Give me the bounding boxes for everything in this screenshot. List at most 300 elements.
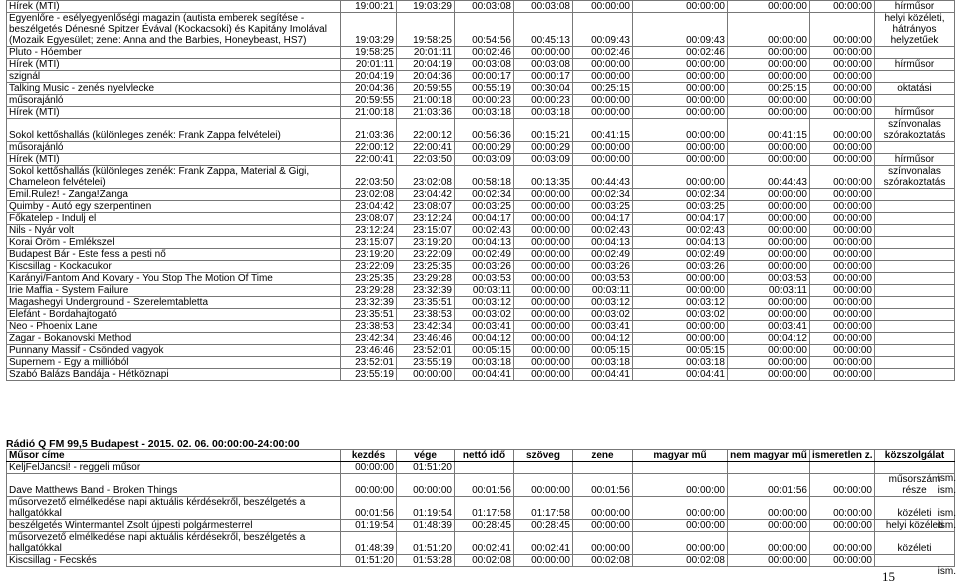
- time-cell: 00:00:00: [728, 237, 810, 249]
- time-cell: 00:00:00: [728, 59, 810, 71]
- time-cell: 00:00:00: [633, 142, 728, 154]
- program-title-cell: Kiscsillag - Kockacukor: [7, 261, 341, 273]
- time-cell: 23:02:08: [397, 166, 455, 189]
- program-title-cell: Elefánt - Bordahajtogató: [7, 309, 341, 321]
- time-cell: [633, 462, 728, 474]
- time-cell: 00:00:00: [810, 59, 875, 71]
- time-cell: 23:55:19: [341, 369, 397, 381]
- time-cell: 00:00:00: [810, 497, 875, 520]
- time-cell: 00:00:00: [728, 47, 810, 59]
- category-cell: [875, 273, 955, 285]
- time-cell: 23:19:20: [341, 249, 397, 261]
- time-cell: 00:00:00: [728, 309, 810, 321]
- time-cell: 00:00:00: [728, 107, 810, 119]
- time-cell: 00:03:09: [455, 154, 514, 166]
- category-cell: [875, 297, 955, 309]
- time-cell: 00:02:34: [455, 189, 514, 201]
- table-row: [7, 474, 955, 497]
- time-cell: 23:08:07: [397, 201, 455, 213]
- time-cell: 00:00:00: [810, 142, 875, 154]
- time-cell: 23:42:34: [397, 321, 455, 333]
- time-cell: 22:00:12: [341, 142, 397, 154]
- table-row: [7, 285, 955, 297]
- category-cell: közéleti ism.: [875, 497, 955, 520]
- program-title-cell: Pluto - Hóember: [7, 47, 341, 59]
- time-cell: [514, 462, 573, 474]
- program-title-cell: Dave Matthews Band - Broken Things: [7, 474, 341, 497]
- time-cell: 00:00:00: [728, 213, 810, 225]
- time-cell: [810, 462, 875, 474]
- table-row: [7, 462, 955, 474]
- time-cell: 00:28:45: [514, 520, 573, 532]
- time-cell: 00:02:46: [573, 47, 633, 59]
- time-cell: 00:00:00: [514, 261, 573, 273]
- time-cell: 00:00:00: [810, 261, 875, 273]
- time-cell: 00:00:00: [810, 225, 875, 237]
- time-cell: 00:25:15: [728, 83, 810, 95]
- time-cell: 00:00:23: [514, 95, 573, 107]
- time-cell: 00:00:00: [633, 83, 728, 95]
- table-row: [7, 154, 955, 166]
- time-cell: 00:00:00: [810, 237, 875, 249]
- time-cell: 00:00:00: [810, 189, 875, 201]
- time-cell: 00:03:41: [573, 321, 633, 333]
- column-header: közszolgálat: [875, 450, 955, 462]
- time-cell: 00:00:00: [810, 1, 875, 13]
- time-cell: 23:38:53: [341, 321, 397, 333]
- time-cell: 00:00:00: [633, 1, 728, 13]
- column-header: nem magyar mű: [728, 450, 810, 462]
- time-cell: 23:52:01: [341, 357, 397, 369]
- time-cell: 00:00:00: [514, 333, 573, 345]
- time-cell: 00:03:26: [633, 261, 728, 273]
- category-cell: helyi közéleti, hátrányos helyzetűek: [875, 13, 955, 47]
- time-cell: 23:52:01: [397, 345, 455, 357]
- time-cell: 00:00:00: [810, 83, 875, 95]
- table-header-row: [7, 450, 955, 462]
- program-title-cell: Egyenlőre - esélyegyenlőségi magazin (autista emberek segítése - beszélgetés Dénesné Spitzer Évával (Kockacsoki) és Kapitány Imolával (Mozaik Egyesület; zene: Anna and the Barbies, Honeybeast, HS7): [7, 13, 341, 47]
- time-cell: 23:42:34: [341, 333, 397, 345]
- time-cell: 00:28:45: [455, 520, 514, 532]
- time-cell: 00:05:15: [455, 345, 514, 357]
- time-cell: 00:00:00: [728, 555, 810, 567]
- time-cell: 21:00:18: [341, 107, 397, 119]
- table-row: [7, 166, 955, 189]
- time-cell: 23:12:24: [341, 225, 397, 237]
- time-cell: 00:00:00: [633, 59, 728, 71]
- repeat-marker: ism.: [937, 508, 956, 519]
- time-cell: 00:00:00: [728, 201, 810, 213]
- time-cell: 00:00:00: [573, 154, 633, 166]
- time-cell: 00:44:43: [573, 166, 633, 189]
- time-cell: 23:22:09: [397, 249, 455, 261]
- time-cell: 00:00:00: [728, 532, 810, 555]
- table-row: [7, 333, 955, 345]
- program-title-cell: szignál: [7, 71, 341, 83]
- program-title-cell: Hírek (MTI): [7, 154, 341, 166]
- time-cell: 00:09:43: [633, 13, 728, 47]
- category-cell: [875, 321, 955, 333]
- time-cell: 00:00:00: [810, 333, 875, 345]
- time-cell: 00:00:00: [573, 520, 633, 532]
- table-row: [7, 142, 955, 154]
- time-cell: 00:00:00: [514, 201, 573, 213]
- category-cell: [875, 225, 955, 237]
- time-cell: 00:00:00: [633, 321, 728, 333]
- program-title-cell: Zagar - Bokanovski Method: [7, 333, 341, 345]
- time-cell: 00:00:00: [810, 201, 875, 213]
- table-row: [7, 555, 955, 567]
- time-cell: 00:03:09: [514, 154, 573, 166]
- time-cell: 00:00:00: [810, 213, 875, 225]
- time-cell: 00:00:00: [573, 532, 633, 555]
- time-cell: 00:00:00: [633, 166, 728, 189]
- time-cell: 00:00:00: [810, 555, 875, 567]
- table-row: [7, 273, 955, 285]
- time-cell: [573, 462, 633, 474]
- time-cell: 00:00:00: [514, 555, 573, 567]
- time-cell: 00:03:02: [633, 309, 728, 321]
- table-row: [7, 369, 955, 381]
- time-cell: 00:03:26: [455, 261, 514, 273]
- time-cell: 00:00:00: [633, 71, 728, 83]
- time-cell: 20:01:11: [341, 59, 397, 71]
- time-cell: [455, 462, 514, 474]
- table-row: [7, 309, 955, 321]
- time-cell: 00:02:43: [455, 225, 514, 237]
- time-cell: 00:04:12: [455, 333, 514, 345]
- time-cell: 00:02:49: [455, 249, 514, 261]
- time-cell: 00:00:00: [514, 237, 573, 249]
- table-row: [7, 237, 955, 249]
- time-cell: 00:00:00: [514, 345, 573, 357]
- time-cell: 00:00:00: [514, 357, 573, 369]
- time-cell: 00:03:02: [573, 309, 633, 321]
- program-title-cell: KeljFelJancsi! - reggeli műsor: [7, 462, 341, 474]
- time-cell: 00:00:00: [633, 119, 728, 142]
- program-title-cell: Szabó Balázs Bandája - Hétköznapi: [7, 369, 341, 381]
- time-cell: 00:03:26: [573, 261, 633, 273]
- time-cell: 00:00:00: [633, 95, 728, 107]
- time-cell: 00:00:00: [573, 107, 633, 119]
- column-header: zene: [573, 450, 633, 462]
- time-cell: 00:30:04: [514, 83, 573, 95]
- column-header: kezdés: [341, 450, 397, 462]
- program-title-cell: Emil.Rulez! - Zanga!Zanga: [7, 189, 341, 201]
- column-header: nettó idő: [455, 450, 514, 462]
- time-cell: 00:02:41: [514, 532, 573, 555]
- time-cell: 01:19:54: [341, 520, 397, 532]
- table-row: [7, 119, 955, 142]
- time-cell: 00:00:00: [633, 273, 728, 285]
- table-row: [7, 520, 955, 532]
- time-cell: 00:00:00: [397, 474, 455, 497]
- time-cell: 00:04:13: [573, 237, 633, 249]
- page-number: 15: [882, 569, 895, 584]
- time-cell: 00:00:29: [514, 142, 573, 154]
- category-cell: oktatási: [875, 83, 955, 95]
- time-cell: 00:00:00: [573, 1, 633, 13]
- program-title-cell: Talking Music - zenés nyelvlecke: [7, 83, 341, 95]
- time-cell: [728, 462, 810, 474]
- program-title-cell: műsorvezető elmélkedése napi aktuális kérdésekről, beszélgetés a hallgatókkal: [7, 497, 341, 520]
- column-header: szöveg: [514, 450, 573, 462]
- time-cell: 00:00:00: [397, 369, 455, 381]
- time-cell: 00:03:18: [573, 357, 633, 369]
- time-cell: 00:00:00: [810, 345, 875, 357]
- time-cell: 23:15:07: [341, 237, 397, 249]
- program-title-cell: Neo - Phoenix Lane: [7, 321, 341, 333]
- time-cell: 00:00:23: [455, 95, 514, 107]
- time-cell: 00:03:25: [573, 201, 633, 213]
- time-cell: 01:53:28: [397, 555, 455, 567]
- category-cell: színvonalas szórakoztatás: [875, 166, 955, 189]
- table-row: [7, 357, 955, 369]
- time-cell: 00:56:36: [455, 119, 514, 142]
- time-cell: 00:03:12: [633, 297, 728, 309]
- time-cell: 00:04:41: [633, 369, 728, 381]
- time-cell: 00:00:00: [633, 285, 728, 297]
- time-cell: 00:00:00: [810, 321, 875, 333]
- program-title-cell: Korai Öröm - Emlékszel: [7, 237, 341, 249]
- time-cell: 00:00:00: [514, 225, 573, 237]
- time-cell: 00:00:00: [573, 59, 633, 71]
- time-cell: 00:00:00: [728, 369, 810, 381]
- program-title-cell: Hírek (MTI): [7, 1, 341, 13]
- time-cell: 00:05:15: [633, 345, 728, 357]
- time-cell: 00:01:56: [728, 474, 810, 497]
- time-cell: 00:05:15: [573, 345, 633, 357]
- category-cell: [875, 237, 955, 249]
- time-cell: 00:00:00: [810, 309, 875, 321]
- table-row: [7, 189, 955, 201]
- time-cell: 19:58:25: [397, 13, 455, 47]
- time-cell: 00:03:25: [633, 201, 728, 213]
- time-cell: 23:25:35: [341, 273, 397, 285]
- time-cell: 00:45:13: [514, 13, 573, 47]
- program-title-cell: műsorajánló: [7, 142, 341, 154]
- program-title-cell: Kiscsillag - Fecskés: [7, 555, 341, 567]
- program-title-cell: Budapest Bár - Este fess a pesti nő: [7, 249, 341, 261]
- table-row: [7, 213, 955, 225]
- time-cell: 00:04:12: [573, 333, 633, 345]
- time-cell: 00:00:00: [728, 225, 810, 237]
- time-cell: 00:00:00: [728, 154, 810, 166]
- time-cell: 00:00:00: [810, 71, 875, 83]
- time-cell: 00:03:53: [455, 273, 514, 285]
- category-cell: helyi közéleti ism.: [875, 520, 955, 532]
- time-cell: 00:00:00: [810, 95, 875, 107]
- category-cell: [875, 333, 955, 345]
- time-cell: 21:03:36: [397, 107, 455, 119]
- time-cell: 01:48:39: [397, 520, 455, 532]
- time-cell: 00:00:00: [810, 13, 875, 47]
- time-cell: 23:04:42: [397, 189, 455, 201]
- time-cell: 22:03:50: [341, 166, 397, 189]
- time-cell: 00:00:00: [728, 95, 810, 107]
- time-cell: 00:03:12: [455, 297, 514, 309]
- time-cell: 00:04:12: [728, 333, 810, 345]
- time-cell: 23:15:07: [397, 225, 455, 237]
- time-cell: 00:44:43: [728, 166, 810, 189]
- time-cell: 00:00:00: [514, 474, 573, 497]
- time-cell: 22:00:41: [397, 142, 455, 154]
- time-cell: 00:03:18: [633, 357, 728, 369]
- time-cell: 20:04:36: [341, 83, 397, 95]
- broadcast-log-table: [6, 0, 955, 381]
- program-title-cell: Sokol kettőshallás (különleges zenék: Frank Zappa felvételei): [7, 119, 341, 142]
- time-cell: 00:00:00: [728, 357, 810, 369]
- time-cell: 00:02:43: [573, 225, 633, 237]
- category-cell: [875, 142, 955, 154]
- program-title-cell: Sokol kettőshallás (különleges zenék: Frank Zappa, Material & Gigi, Chameleon felvételei): [7, 166, 341, 189]
- table-row: [7, 201, 955, 213]
- time-cell: 00:03:18: [455, 357, 514, 369]
- time-cell: 23:35:51: [397, 297, 455, 309]
- program-title-cell: Irie Maffia - System Failure: [7, 285, 341, 297]
- time-cell: 00:00:00: [810, 532, 875, 555]
- time-cell: 21:00:18: [397, 95, 455, 107]
- category-cell: [875, 285, 955, 297]
- program-title-cell: Nils - Nyár volt: [7, 225, 341, 237]
- category-cell: [875, 71, 955, 83]
- time-cell: 23:46:46: [397, 333, 455, 345]
- time-cell: 00:41:15: [573, 119, 633, 142]
- time-cell: 00:00:00: [728, 261, 810, 273]
- time-cell: 00:00:00: [728, 497, 810, 520]
- time-cell: 00:02:08: [633, 555, 728, 567]
- time-cell: 21:03:36: [341, 119, 397, 142]
- time-cell: 00:00:00: [810, 369, 875, 381]
- time-cell: 00:00:00: [810, 119, 875, 142]
- program-title-cell: Hírek (MTI): [7, 107, 341, 119]
- table-row: [7, 345, 955, 357]
- time-cell: 00:04:17: [633, 213, 728, 225]
- time-cell: 00:00:00: [810, 166, 875, 189]
- table-row: [7, 107, 955, 119]
- time-cell: 00:13:35: [514, 166, 573, 189]
- time-cell: 00:01:56: [455, 474, 514, 497]
- category-cell: műsorszám része ism.: [875, 474, 955, 497]
- time-cell: 00:00:00: [514, 309, 573, 321]
- time-cell: 19:00:21: [341, 1, 397, 13]
- repeat-marker: ism.: [937, 566, 956, 577]
- time-cell: 00:00:00: [514, 47, 573, 59]
- category-cell: hírműsor: [875, 1, 955, 13]
- time-cell: 20:59:55: [397, 83, 455, 95]
- time-cell: 00:03:18: [455, 107, 514, 119]
- time-cell: 00:00:00: [728, 142, 810, 154]
- time-cell: 00:00:00: [810, 154, 875, 166]
- repeat-marker: ism.: [937, 485, 956, 496]
- program-title-cell: Karányi/Fantom And Kovary - You Stop The Motion Of Time: [7, 273, 341, 285]
- time-cell: 19:58:25: [341, 47, 397, 59]
- category-cell: színvonalas szórakoztatás: [875, 119, 955, 142]
- time-cell: 00:02:34: [573, 189, 633, 201]
- table-row: [7, 59, 955, 71]
- time-cell: 00:00:00: [633, 532, 728, 555]
- program-title-cell: Magashegyi Underground - Szerelemtabletta: [7, 297, 341, 309]
- time-cell: 23:02:08: [341, 189, 397, 201]
- time-cell: 00:00:00: [810, 520, 875, 532]
- time-cell: 22:00:12: [397, 119, 455, 142]
- time-cell: 00:03:08: [455, 1, 514, 13]
- time-cell: 23:38:53: [397, 309, 455, 321]
- time-cell: 00:01:56: [341, 497, 397, 520]
- time-cell: 00:00:00: [728, 297, 810, 309]
- time-cell: 00:03:12: [573, 297, 633, 309]
- time-cell: 00:00:00: [514, 249, 573, 261]
- time-cell: 00:00:00: [514, 285, 573, 297]
- time-cell: 01:17:58: [514, 497, 573, 520]
- time-cell: 00:03:25: [455, 201, 514, 213]
- time-cell: 00:00:00: [728, 1, 810, 13]
- time-cell: 00:04:17: [455, 213, 514, 225]
- table-row: [7, 13, 955, 47]
- repeat-marker: ism.: [937, 473, 956, 484]
- time-cell: 19:03:29: [341, 13, 397, 47]
- time-cell: 23:08:07: [341, 213, 397, 225]
- time-cell: 00:04:13: [455, 237, 514, 249]
- column-header: vége: [397, 450, 455, 462]
- time-cell: 00:00:00: [573, 71, 633, 83]
- time-cell: 00:03:18: [514, 107, 573, 119]
- time-cell: 00:02:49: [633, 249, 728, 261]
- time-cell: 22:00:41: [341, 154, 397, 166]
- time-cell: 00:00:00: [810, 249, 875, 261]
- broadcast-log-table-2: [6, 449, 956, 577]
- time-cell: 00:00:17: [455, 71, 514, 83]
- time-cell: 00:00:00: [341, 474, 397, 497]
- time-cell: 20:04:36: [397, 71, 455, 83]
- time-cell: 00:02:08: [455, 555, 514, 567]
- time-cell: 00:15:21: [514, 119, 573, 142]
- time-cell: 00:00:00: [728, 189, 810, 201]
- category-cell: [875, 249, 955, 261]
- time-cell: 23:35:51: [341, 309, 397, 321]
- time-cell: 23:22:09: [341, 261, 397, 273]
- time-cell: 00:00:00: [810, 357, 875, 369]
- category-cell: [875, 357, 955, 369]
- table-row: [7, 297, 955, 309]
- time-cell: 01:51:20: [397, 462, 455, 474]
- time-cell: 00:00:00: [514, 297, 573, 309]
- column-header: magyar mű: [633, 450, 728, 462]
- time-cell: 20:59:55: [341, 95, 397, 107]
- time-cell: 23:46:46: [341, 345, 397, 357]
- time-cell: 01:48:39: [341, 532, 397, 555]
- time-cell: 00:41:15: [728, 119, 810, 142]
- time-cell: 20:04:19: [397, 59, 455, 71]
- time-cell: 00:00:00: [514, 189, 573, 201]
- table-row: [7, 532, 955, 555]
- time-cell: 23:32:39: [341, 297, 397, 309]
- time-cell: 01:51:20: [397, 532, 455, 555]
- program-title-cell: műsorvezető elmélkedése napi aktuális kérdésekről, beszélgetés a hallgatókkal: [7, 532, 341, 555]
- table-row: [7, 249, 955, 261]
- table-row: [7, 95, 955, 107]
- time-cell: 00:04:17: [573, 213, 633, 225]
- time-cell: 00:03:41: [455, 321, 514, 333]
- time-cell: 00:04:41: [573, 369, 633, 381]
- program-title-cell: Hírek (MTI): [7, 59, 341, 71]
- time-cell: 00:00:00: [728, 520, 810, 532]
- time-cell: 22:03:50: [397, 154, 455, 166]
- table-row: [7, 83, 955, 95]
- time-cell: 00:01:56: [573, 474, 633, 497]
- time-cell: 00:00:00: [810, 474, 875, 497]
- time-cell: 00:00:00: [633, 497, 728, 520]
